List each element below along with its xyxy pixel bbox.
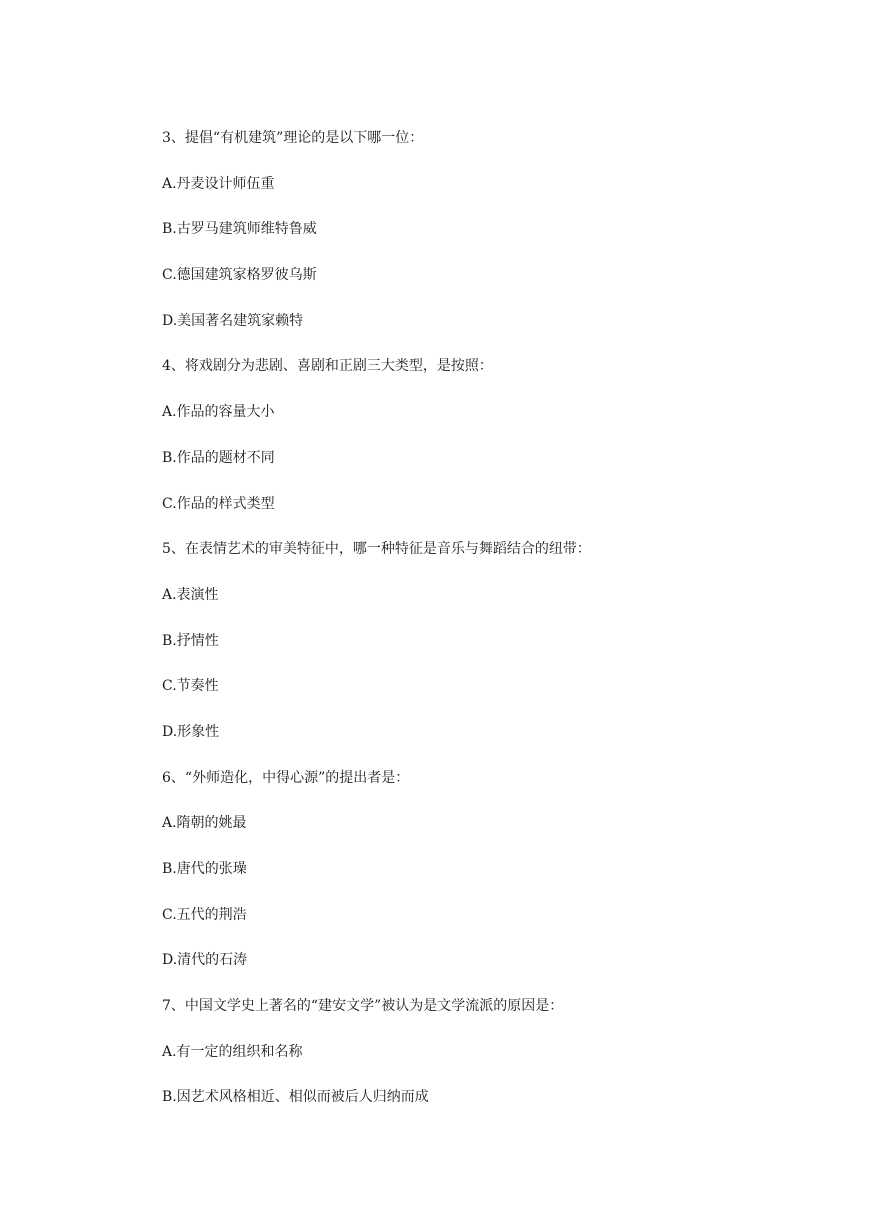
question-6-option-a: A.隋朝的姚最 [162,815,247,832]
question-5-option-a: A.表演性 [162,586,219,603]
question-list [162,128,802,1133]
question-3: 3、提倡“有机建筑”理论的是以下哪一位： [162,130,424,146]
question-3-option-c: C.德国建筑家格罗彼乌斯 [162,267,317,284]
question-7-option-b: B.因艺术风格相近、相似而被后人归纳而成 [162,1089,429,1106]
question-7: 7、中国文学史上著名的“建安文学”被认为是文学流派的原因是： [162,998,564,1015]
question-6: 6、“外师造化，中得心源”的提出者是： [162,769,410,786]
question-5-option-d: D.形象性 [162,723,220,740]
question-5-option-c: C.节奏性 [162,678,219,695]
question-3-option-a: A.丹麦设计师伍重 [162,175,275,192]
question-3-option-b: B.古罗马建筑师维特鲁威 [162,221,317,238]
question-4-option-a: A.作品的容量大小 [162,404,275,421]
question-7-option-a: A.有一定的组织和名称 [162,1043,303,1060]
question-5-option-b: B.抒情性 [162,632,219,649]
question-6-option-b: B.唐代的张璪 [162,861,247,877]
question-3-option-d: D.美国著名建筑家赖特 [162,312,304,329]
question-6-option-d: D.清代的石涛 [162,952,248,969]
question-4-option-b: B.作品的题材不同 [162,449,275,466]
question-4-option-c: C.作品的样式类型 [162,495,275,512]
question-4: 4、将戏剧分为悲剧、喜剧和正剧三大类型，是按照： [162,358,493,375]
question-5: 5、在表情艺术的审美特征中，哪一种特征是音乐与舞蹈结合的纽带： [162,541,591,558]
question-6-option-c: C.五代的荆浩 [162,906,247,923]
